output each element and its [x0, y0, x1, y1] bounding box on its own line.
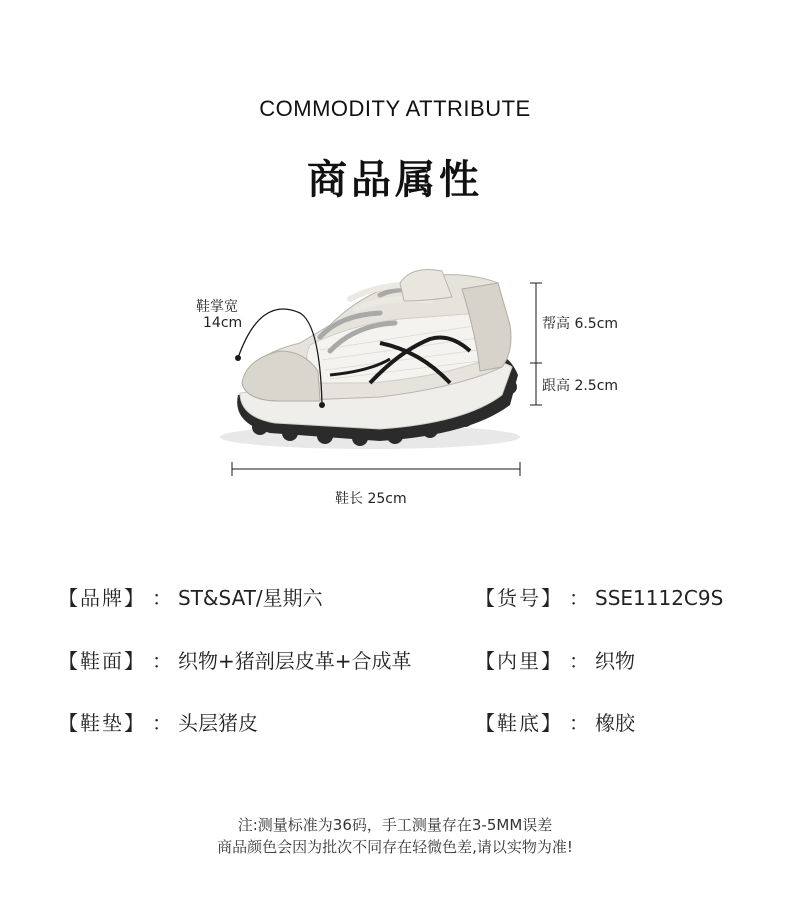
- attr-separator: ：: [152, 586, 172, 610]
- attr-sole-value: 橡胶: [595, 711, 635, 735]
- attr-item-no-value: SSE1112C9S: [595, 586, 724, 610]
- attr-sole-label: 【鞋底】: [475, 711, 563, 735]
- section-title-cn: 商品属性: [307, 157, 483, 203]
- attr-brand: [58, 582, 323, 611]
- attr-lining-value: 织物: [595, 649, 635, 673]
- attr-upper: [58, 645, 412, 674]
- attr-separator: ：: [152, 711, 172, 735]
- attr-separator: ：: [569, 711, 589, 735]
- attr-sole: [475, 707, 635, 736]
- width-label: 鞋掌宽: [196, 299, 238, 315]
- heel-height-label: 跟高 2.5cm: [542, 378, 619, 394]
- attr-upper-value: 织物+猪剖层皮革+合成革: [178, 649, 412, 673]
- width-value: 14cm: [203, 315, 243, 331]
- attr-insole-label: 【鞋垫】: [58, 711, 146, 735]
- length-label: 鞋长 25cm: [335, 491, 407, 507]
- attr-brand-value: ST&SAT/星期六: [178, 586, 323, 610]
- attr-item-no-label: 【货号】: [475, 586, 563, 610]
- attr-item-no: [475, 582, 723, 611]
- attr-separator: ：: [152, 649, 172, 673]
- note-color: 商品颜色会因为批次不同存在轻微色差,请以实物为准!: [217, 838, 573, 856]
- attr-upper-label: 【鞋面】: [58, 649, 146, 673]
- attr-lining: [475, 645, 635, 674]
- attr-separator: ：: [569, 649, 589, 673]
- note-measurement: 注:测量标准为36码，手工测量存在3-5MM误差: [237, 816, 553, 834]
- attr-brand-label: 【品牌】: [58, 586, 146, 610]
- upper-height-label: 帮高 6.5cm: [542, 316, 619, 332]
- attr-insole-value: 头层猪皮: [178, 711, 258, 735]
- attr-separator: ：: [569, 586, 589, 610]
- attr-lining-label: 【内里】: [475, 649, 563, 673]
- attr-insole: [58, 707, 258, 736]
- section-title-en: COMMODITY ATTRIBUTE: [259, 96, 531, 121]
